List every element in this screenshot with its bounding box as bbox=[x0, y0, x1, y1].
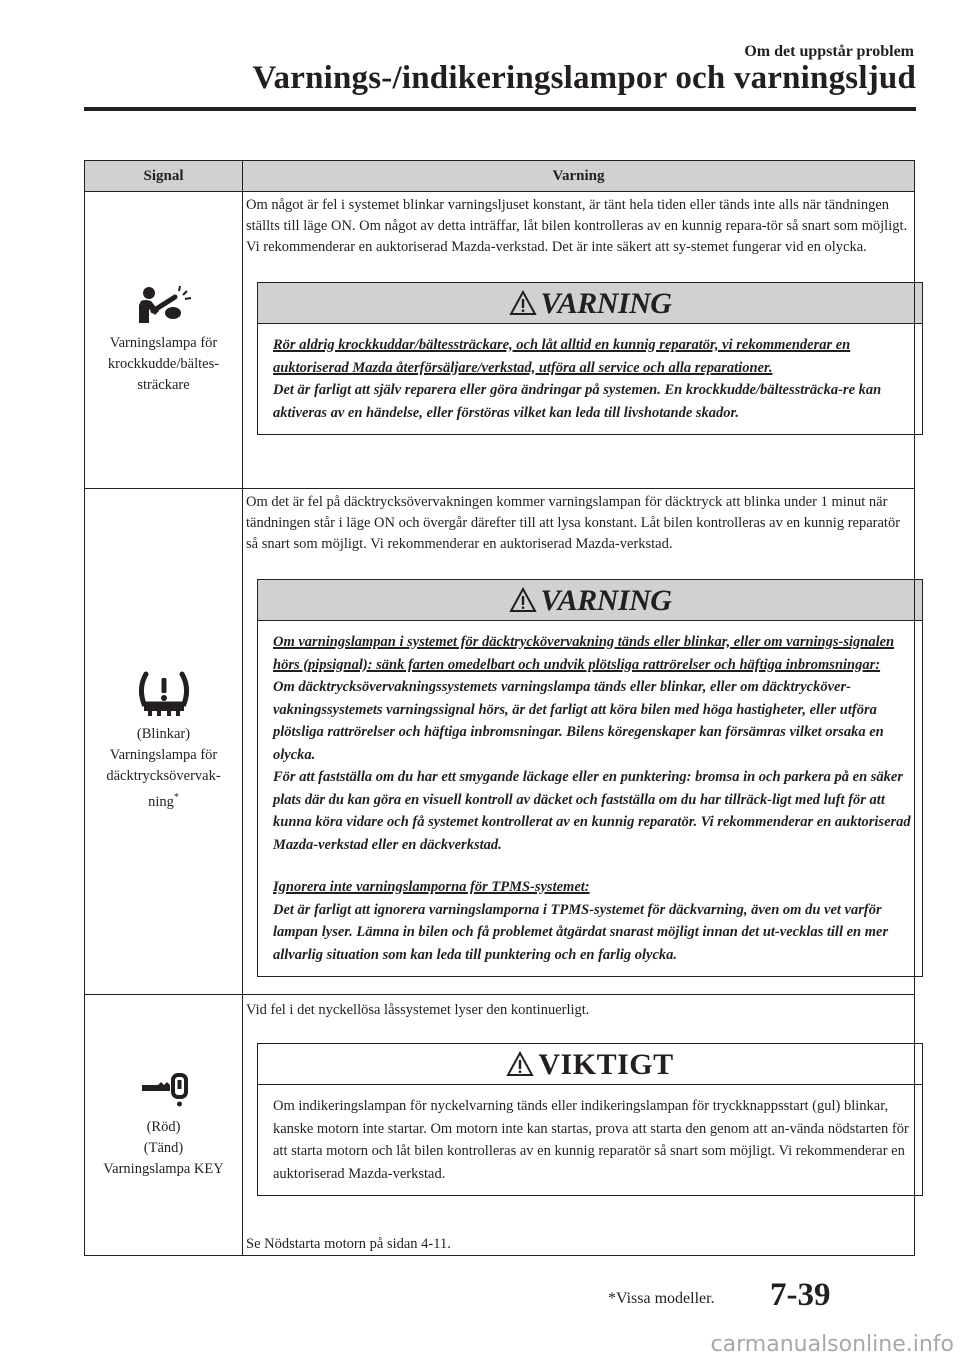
signal-label-line: Varningslampa KEY bbox=[103, 1160, 224, 1177]
section-title: Om det uppstår problem bbox=[744, 43, 914, 60]
warning-text: Om något är fel i systemet blinkar varningsljuset konstant, är tänt hela tiden eller tänds inte alls när tändningen ställts till läge ON. Om något av detta inträffar, låt bilen kontrolleras av en kunnig repara-tör så snart som möjligt. Vi rekommenderar en auktoriserad Mazda-verkstad. Det är inte säkert att sy-stemet fungerar vid en olycka. bbox=[246, 197, 908, 255]
signal-label-line: däcktrycksövervak- bbox=[106, 768, 221, 785]
header-rule bbox=[84, 107, 916, 111]
warning-cell bbox=[243, 192, 915, 489]
signal-cell bbox=[85, 995, 243, 1256]
warning-box-underlined: Om varningslampan i systemet för däcktryckövervakning tänds eller blinkar, eller om varnings-signalen hörs (pipsignal): sänk farten omedelbart och undvik plötsliga rattrörelser och häftiga inbromsningar: bbox=[273, 634, 895, 673]
warning-box bbox=[257, 282, 923, 435]
signal-label-text: ning bbox=[148, 793, 174, 810]
signal-label-line: (Blinkar) bbox=[136, 726, 191, 743]
airbag-seatbelt-icon bbox=[135, 285, 193, 325]
signal-label-line bbox=[85, 787, 242, 813]
warning-box-body bbox=[258, 621, 922, 976]
footnote: *Vissa modeller. bbox=[608, 1290, 715, 1307]
signal-label-line: (Röd) bbox=[146, 1118, 181, 1135]
page-number: 7-39 bbox=[770, 1277, 831, 1313]
warning-box-title: VARNING bbox=[540, 583, 672, 617]
important-box bbox=[257, 1043, 923, 1196]
signal-label-line: krockkudde/bältes- bbox=[107, 355, 220, 372]
warning-box-header bbox=[258, 283, 922, 324]
warning-box-underlined: Rör aldrig krockkuddar/bältessträckare, och låt alltid en kunnig reparatör, vi rekommenderar en auktoriserad Mazda återförsäljare/verkstad, utföra all service och alla reparationer. bbox=[273, 337, 851, 376]
warning-text: Vid fel i det nyckellösa låssystemet lyser den kontinuerligt. bbox=[246, 1002, 590, 1018]
warning-box-text: Det är farligt att själv reparera eller göra ändringar på systemen. En krockkudde/bältessträcka-re kan aktiveras av en händelse, eller förstöras vilket kan leda till livshotande skador. bbox=[273, 382, 882, 421]
warning-cell bbox=[243, 489, 915, 995]
watermark: carmanualsonline.info bbox=[710, 1332, 954, 1357]
table-row bbox=[85, 489, 915, 995]
signal-label-line: sträckare bbox=[137, 376, 190, 393]
key-warning-icon bbox=[140, 1071, 188, 1109]
warning-triangle-icon bbox=[506, 1051, 534, 1077]
signal-label-line: Varningslampa för bbox=[109, 334, 218, 351]
important-box-header bbox=[258, 1044, 922, 1085]
warning-box-underlined: Ignorera inte varningslamporna för TPMS-systemet: bbox=[273, 879, 590, 895]
warning-box-text: Om däcktrycksövervakningssystemets varningslampa tänds eller blinkar, eller om däcktrycköver-vakningssystemets varningssignal hörs, är det farligt att köra bilen med höga hastigheter, eller utföra plötsliga rattrörelser och häftiga inbromsningar. Bilens köregenskaper kan försämras vilket orsaka en olycka. bbox=[273, 679, 884, 763]
page-title: Varnings-/indikeringslampor och varningsljud bbox=[252, 60, 916, 96]
warning-table bbox=[84, 160, 915, 1256]
column-header-warning: Varning bbox=[243, 161, 915, 192]
warning-triangle-icon bbox=[509, 587, 537, 613]
important-box-body bbox=[258, 1085, 922, 1195]
signal-label-line: Varningslampa för bbox=[109, 747, 218, 764]
signal-label-line: (Tänd) bbox=[143, 1139, 184, 1156]
warning-text: Om det är fel på däcktrycksövervakningen kommer varningslampan för däcktryck att blinka under 1 minut när tändningen står i läge ON och övergår därefter till att lysa konstant. Låt bilen kontrolleras av en kunnig reparatör så snart som möjligt. Vi rekommenderar en auktoriserad Mazda-verkstad. bbox=[246, 494, 901, 552]
warning-box-header bbox=[258, 580, 922, 621]
warning-box-text: För att fastställa om du har ett smygande läckage eller en punktering: bromsa in och parkera på en säker plats där du kan göra en visuell kontroll av däcket och fastställa om du har tillräck-ligt med luft för att kunna köra vidare och få systemet kontrollerat av en kunnig reparatör. Vi rekommenderar en auktoriserad Mazda-verkstad eller en däckverkstad. bbox=[273, 769, 911, 853]
important-box-text: Om indikeringslampan för nyckelvarning tänds eller indikeringslampan för tryckknappsstart (gul) blinkar, kanske motorn inte startar. Om motorn inte kan startas, prova att starta den genom att an-vända nödstarten för att starta motorn och låt bilen kontrolleras av en kunnig reparatör så snart som möjligt. Vi rekommenderar en auktoriserad Mazda-verkstad. bbox=[273, 1098, 909, 1182]
column-header-signal: Signal bbox=[85, 161, 243, 192]
warning-box-title: VARNING bbox=[540, 286, 672, 320]
warning-cell bbox=[243, 995, 915, 1256]
warning-box-text: Det är farligt att ignorera varningslamporna i TPMS-systemet för däckvarning, även om du vet varför lampan lyser. Lämna in bilen och få problemet åtgärdat snarast möjligt innan det ut-vecklas till en mer allvarlig situation som kan leda till punktering och en farlig olycka. bbox=[273, 901, 889, 963]
table-row bbox=[85, 995, 915, 1256]
table-row bbox=[85, 192, 915, 489]
reference-text: Se Nödstarta motorn på sidan 4-11. bbox=[246, 1236, 451, 1252]
signal-cell bbox=[85, 489, 243, 995]
table-header-row bbox=[85, 161, 915, 192]
important-box-title: VIKTIGT bbox=[538, 1047, 674, 1081]
warning-box bbox=[257, 579, 923, 977]
footnote-marker: * bbox=[173, 792, 179, 804]
warning-triangle-icon bbox=[509, 290, 537, 316]
signal-cell bbox=[85, 192, 243, 489]
tire-pressure-warning-icon bbox=[136, 670, 192, 716]
warning-box-body bbox=[258, 324, 922, 434]
